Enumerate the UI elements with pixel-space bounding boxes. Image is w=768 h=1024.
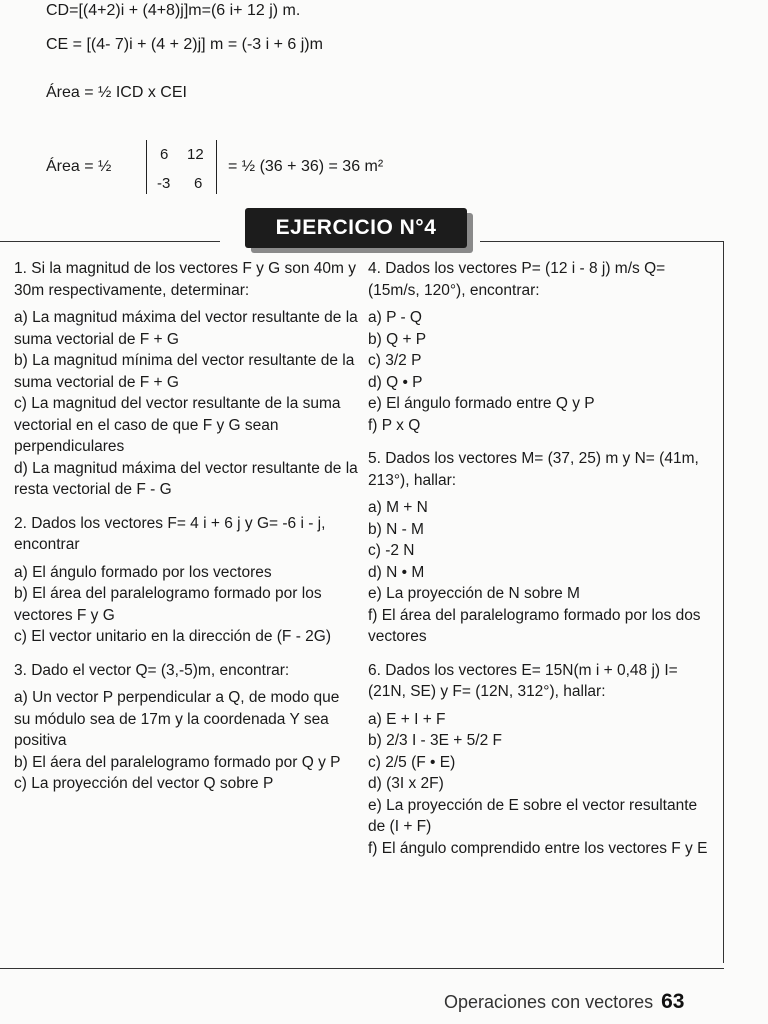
question-6f: f) El ángulo comprendido entre los vectores F y E xyxy=(368,839,708,857)
det-result: = ½ (36 + 36) = 36 m² xyxy=(228,158,384,175)
question-3: 3. Dado el vector Q= (3,-5)m, encontrar: xyxy=(14,661,290,679)
det-bar-left xyxy=(146,140,147,194)
question-4a: a) P - Q xyxy=(368,309,422,326)
question-5e: e) La proyección de N sobre M xyxy=(368,585,580,602)
page-footer xyxy=(444,990,684,1014)
exercise-banner: EJERCICIO N°4 xyxy=(245,208,467,248)
eq-cd: CD=[(4+2)i + (4+8)j]m=(6 i+ 12 j) m. xyxy=(46,2,301,19)
question-6: 6. Dados los vectores E= 15N(m i + 0,48 j) I= (21N, SE) y F= (12N, 312°), hallar: xyxy=(368,661,678,700)
eq-area: Área = ½ ICD x CEI xyxy=(46,84,187,101)
frame-line xyxy=(480,241,724,242)
question-5f: f) El área del paralelogramo formado por los dos vectores xyxy=(368,606,701,645)
question-6a: a) E + I + F xyxy=(368,710,446,728)
question-1a: a) La magnitud máxima del vector resultante de la suma vectorial de F + G xyxy=(14,309,358,348)
question-5c: c) -2 N xyxy=(368,542,415,559)
left-column xyxy=(14,258,359,795)
question-5a: a) M + N xyxy=(368,499,428,516)
question-2: 2. Dados los vectores F= 4 i + 6 j y G= -6 i - j, encontrar xyxy=(14,514,326,553)
question-4e: e) El ángulo formado entre Q y P xyxy=(368,395,595,412)
question-3b: b) El áera del paralelogramo formado por Q y P xyxy=(14,753,341,771)
right-column xyxy=(368,258,710,859)
question-4d: d) Q • P xyxy=(368,373,423,391)
question-6d: d) (3I x 2F) xyxy=(368,775,444,792)
eq-ce: CE = [(4- 7)i + (4 + 2)j] m = (-3 i + 6 j)m xyxy=(46,36,323,53)
page-number: 63 xyxy=(661,990,685,1013)
det-bar-right xyxy=(216,140,217,194)
question-3c: c) La proyección del vector Q sobre P xyxy=(14,775,274,792)
question-6e: e) La proyección de E sobre el vector resultante de (I + F) xyxy=(368,796,698,835)
frame-line xyxy=(723,241,724,963)
area-label: Área = ½ xyxy=(46,158,112,175)
footer-title: Operaciones con vectores xyxy=(444,992,654,1012)
question-4: 4. Dados los vectores P= (12 i - 8 j) m/s Q= (15m/s, 120°), encontrar: xyxy=(368,260,666,299)
question-6b: b) 2/3 I - 3E + 5/2 F xyxy=(368,732,502,749)
question-1d: d) La magnitud máxima del vector resultante de la resta vectorial de F - G xyxy=(14,459,358,498)
question-4b: b) Q + P xyxy=(368,330,427,348)
question-1: 1. Si la magnitud de los vectores F y G son 40m y 30m respectivamente, determinar: xyxy=(14,260,357,299)
question-6c: c) 2/5 (F • E) xyxy=(368,753,456,771)
question-3a: a) Un vector P perpendicular a Q, de modo que su módulo sea de 17m y la coordenada Y sea positiva xyxy=(14,689,340,749)
question-2c: c) El vector unitario en la dirección de (F - 2G) xyxy=(14,628,332,645)
question-4c: c) 3/2 P xyxy=(368,352,422,369)
question-4f: f) P x Q xyxy=(368,416,421,434)
question-5b: b) N - M xyxy=(368,520,424,538)
question-1b: b) La magnitud mínima del vector resultante de la suma vectorial de F + G xyxy=(14,352,355,391)
question-5: 5. Dados los vectores M= (37, 25) m y N= (41m, 213°), hallar: xyxy=(368,450,699,489)
question-1c: c) La magnitud del vector resultante de la suma vectorial en el caso de que F y G sean perpendiculares xyxy=(14,395,341,455)
question-5d: d) N • M xyxy=(368,563,425,581)
frame-line xyxy=(0,968,724,969)
frame-line xyxy=(0,241,220,242)
question-2b: b) El área del paralelogramo formado por los vectores F y G xyxy=(14,585,322,624)
question-2a: a) El ángulo formado por los vectores xyxy=(14,563,272,581)
det-cell: 6 xyxy=(160,146,169,163)
det-cell: 6 xyxy=(194,175,203,192)
det-cell: -3 xyxy=(157,175,171,192)
det-cell: 12 xyxy=(187,146,204,163)
